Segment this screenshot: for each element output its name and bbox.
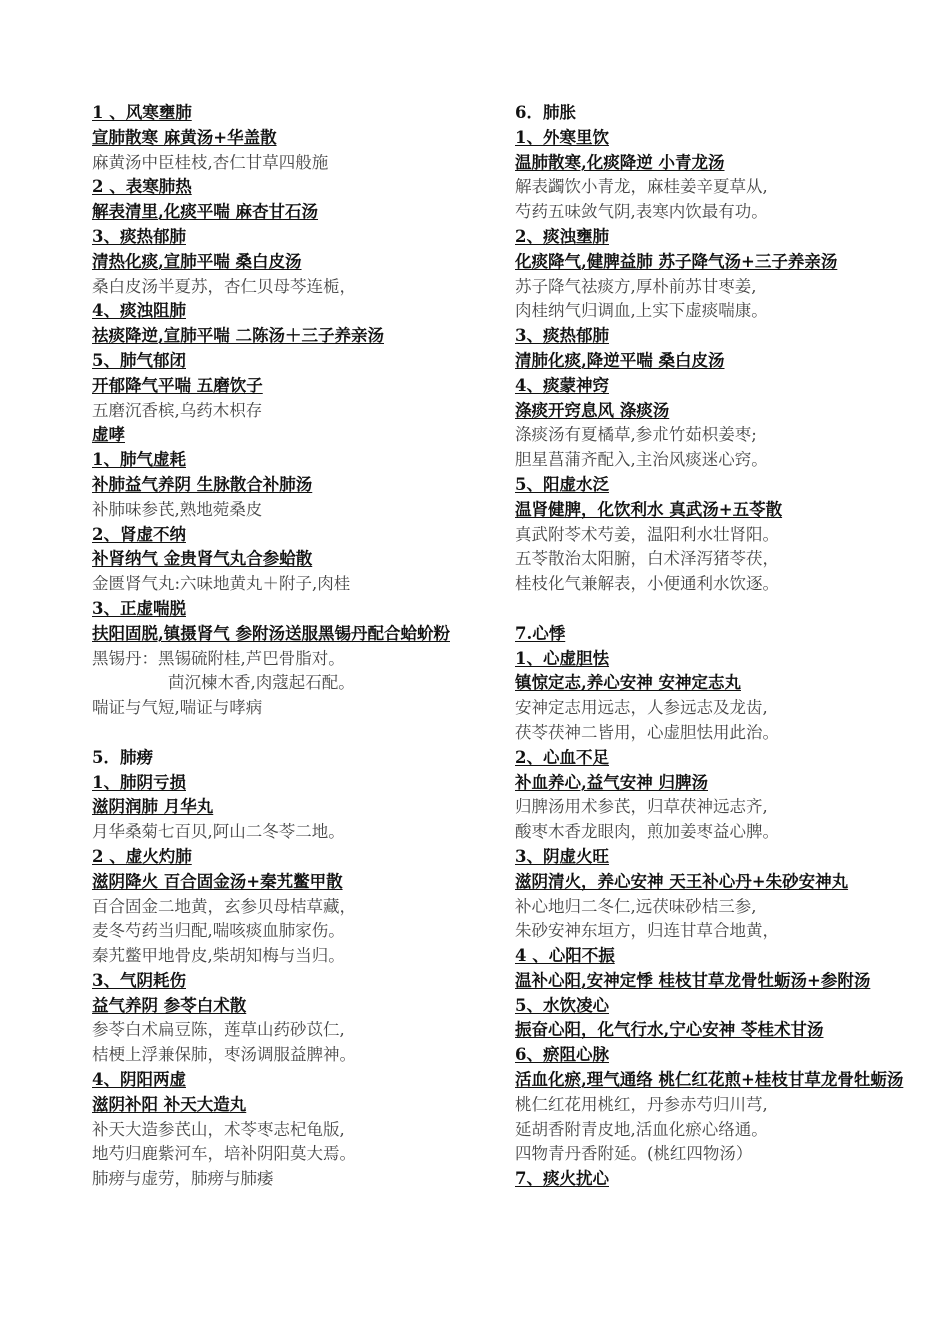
section-heading: 3、气阴耗伤 <box>92 970 186 990</box>
section-heading: 3、正虚喘脱 <box>92 598 186 618</box>
verse-line: 解表蠲饮小青龙，麻桂姜辛夏草从, <box>515 177 768 197</box>
verse-line: 涤痰汤有夏橘草,参朮竹茹枳姜枣; <box>515 425 757 445</box>
section-heading: 2、肾虚不纳 <box>92 524 186 544</box>
verse-line: 胆星菖蒲齐配入,主治风痰迷心窍。 <box>515 450 768 470</box>
verse-line: 桃仁红花用桃红，丹参赤芍归川芎, <box>515 1094 768 1114</box>
section-heading: 4、痰蒙神窍 <box>515 375 609 395</box>
verse-line: 金匮肾气丸:六味地黄丸＋附子,肉桂 <box>92 574 351 594</box>
section-heading: 涤痰开窍息风 涤痰汤 <box>515 400 670 420</box>
section-heading: 滋阴清火，养心安神 天王补心丹+朱砂安神丸 <box>515 871 849 891</box>
section-heading: 扶阳固脱,镇摄肾气 参附汤送服黑锡丹配合蛤蚧粉 <box>92 623 450 643</box>
section-heading: 2、心血不足 <box>515 747 609 767</box>
verse-line: 补天大造参芪山，术苓枣志杞龟版, <box>92 1119 345 1139</box>
chapter-title: 6．肺胀 <box>515 103 576 122</box>
verse-line: 苏子降气祛痰方,厚朴前苏甘枣姜, <box>515 276 757 296</box>
section-heading: 3、痰热郁肺 <box>92 226 186 246</box>
section-heading: 6、瘀阻心脉 <box>515 1045 609 1065</box>
section-heading: 1 、风寒壅肺 <box>92 103 192 122</box>
verse-line: 补肺味参芪,熟地菀桑皮 <box>92 499 263 519</box>
verse-line: 酸枣木香龙眼肉，煎加姜枣益心脾。 <box>515 822 779 842</box>
section-heading: 清肺化痰,降逆平喘 桑白皮汤 <box>515 350 725 370</box>
verse-line: 五苓散治太阳腑，白术泽泻猪苓茯， <box>515 549 779 569</box>
verse-line: 归脾汤用术参芪，归草茯神远志齐, <box>515 797 768 817</box>
verse-line: 黑锡丹：黑锡硫附桂,芦巴骨脂对。 <box>92 648 345 668</box>
verse-line: 地芍归鹿紫河车，培补阴阳莫大焉。 <box>92 1144 356 1164</box>
verse-line: 桔梗上浮兼保肺，枣汤调服益脾神。 <box>92 1045 356 1065</box>
chapter-title: 5．肺痨 <box>92 747 153 767</box>
section-heading: 4 、心阳不振 <box>515 946 615 966</box>
section-heading: 宣肺散寒 麻黄汤+华盖散 <box>92 127 277 147</box>
section-heading: 1、心虚胆怯 <box>515 648 609 668</box>
verse-line: 麦冬芍药当归配,喘咳痰血肺家伤。 <box>92 921 345 941</box>
section-heading: 虚哮 <box>92 425 125 445</box>
section-heading: 振奋心阳，化气行水,宁心安神 苓桂术甘汤 <box>515 1020 824 1040</box>
right-column <box>515 101 935 1192</box>
verse-line: 参苓白术扁豆陈，莲草山药砂苡仁, <box>92 1020 345 1040</box>
section-heading: 4、阴阳两虚 <box>92 1070 186 1090</box>
section-heading: 化痰降气,健脾益肺 苏子降气汤+三子养亲汤 <box>515 251 838 271</box>
section-heading: 解表清里,化痰平喘 麻杏甘石汤 <box>92 202 318 222</box>
section-heading: 7、痰火扰心 <box>515 1169 609 1189</box>
verse-line: 五磨沉香槟,乌药木枳存 <box>92 400 263 420</box>
verse-line: 芍药五味敛气阴,表寒内饮最有功。 <box>515 202 768 222</box>
blank-line <box>515 597 935 622</box>
section-heading: 1、肺气虚耗 <box>92 450 186 470</box>
section-heading: 镇惊定志,养心安神 安神定志丸 <box>515 673 741 693</box>
section-heading: 开郁降气平喘 五磨饮子 <box>92 375 263 395</box>
verse-line: 安神定志用远志，人参远志及龙齿, <box>515 698 768 718</box>
verse-line: 桑白皮汤半夏苏，杏仁贝母芩连栀， <box>92 276 356 296</box>
verse-line: 真武附苓术芍姜，温阳利水壮肾阳。 <box>515 524 779 544</box>
section-heading: 清热化痰,宣肺平喘 桑白皮汤 <box>92 251 302 271</box>
section-heading: 益气养阴 参苓白术散 <box>92 995 247 1015</box>
section-heading: 2 、虚火灼肺 <box>92 846 192 866</box>
section-heading: 温补心阳,安神定悸 桂枝甘草龙骨牡蛎汤+参附汤 <box>515 970 871 990</box>
verse-line: 茴沉楝木香,肉蔻起石配。 <box>168 673 355 693</box>
section-heading: 1、肺阴亏损 <box>92 772 186 792</box>
verse-line: 百合固金二地黄，玄参贝母桔草藏， <box>92 896 356 916</box>
section-heading: 3、痰热郁肺 <box>515 326 609 346</box>
section-heading: 补肾纳气 金贵肾气丸合参蛤散 <box>92 549 313 569</box>
section-heading: 5、肺气郁闭 <box>92 350 186 370</box>
verse-line: 秦艽鳖甲地骨皮,柴胡知梅与当归。 <box>92 946 345 966</box>
section-heading: 5、阳虚水泛 <box>515 474 609 494</box>
blank-line <box>92 721 512 746</box>
section-heading: 2、痰浊壅肺 <box>515 226 609 246</box>
verse-line: 肺痨与虚劳，肺痨与肺痿 <box>92 1169 274 1189</box>
section-heading: 温肾健脾，化饮利水 真武汤+五苓散 <box>515 499 783 519</box>
section-heading: 4、痰浊阻肺 <box>92 301 186 321</box>
section-heading: 滋阴补阳 补天大造丸 <box>92 1094 247 1114</box>
verse-line: 朱砂安神东垣方，归连甘草合地黄， <box>515 921 779 941</box>
verse-line: 补心地归二冬仁,远茯味砂桔三参, <box>515 896 757 916</box>
verse-line: 桂枝化气兼解表，小便通利水饮逐。 <box>515 574 779 594</box>
verse-line: 喘证与气短,喘证与哮病 <box>92 698 263 718</box>
section-heading: 祛痰降逆,宣肺平喘 二陈汤＋三子养亲汤 <box>92 326 384 346</box>
verse-line: 肉桂纳气归调血,上实下虚痰喘康。 <box>515 301 768 321</box>
section-heading: 滋阴降火 百合固金汤+秦艽鳖甲散 <box>92 871 343 891</box>
section-heading: 7.心悸 <box>515 623 566 643</box>
section-heading: 3、阴虚火旺 <box>515 846 609 866</box>
section-heading: 温肺散寒,化痰降逆 小青龙汤 <box>515 152 725 172</box>
section-heading: 补血养心,益气安神 归脾汤 <box>515 772 708 792</box>
section-heading: 1、外寒里饮 <box>515 127 609 147</box>
verse-line: 月华桑菊七百贝,阿山二冬苓二地。 <box>92 822 345 842</box>
verse-line: 茯苓茯神二皆用，心虚胆怯用此治。 <box>515 722 779 742</box>
verse-line: 麻黄汤中臣桂枝,杏仁甘草四般施 <box>92 152 329 172</box>
section-heading: 滋阴润肺 月华丸 <box>92 797 214 817</box>
verse-line: 延胡香附青皮地,活血化瘀心络通。 <box>515 1119 768 1139</box>
verse-line: 四物青丹香附延。(桃红四物汤） <box>515 1144 753 1164</box>
section-heading: 补肺益气养阴 生脉散合补肺汤 <box>92 474 313 494</box>
section-heading: 5、水饮凌心 <box>515 995 609 1015</box>
section-heading: 2 、表寒肺热 <box>92 177 192 197</box>
section-heading: 活血化瘀,理气通络 桃仁红花煎+桂枝甘草龙骨牡蛎汤 <box>515 1070 904 1090</box>
left-column <box>92 101 512 1192</box>
